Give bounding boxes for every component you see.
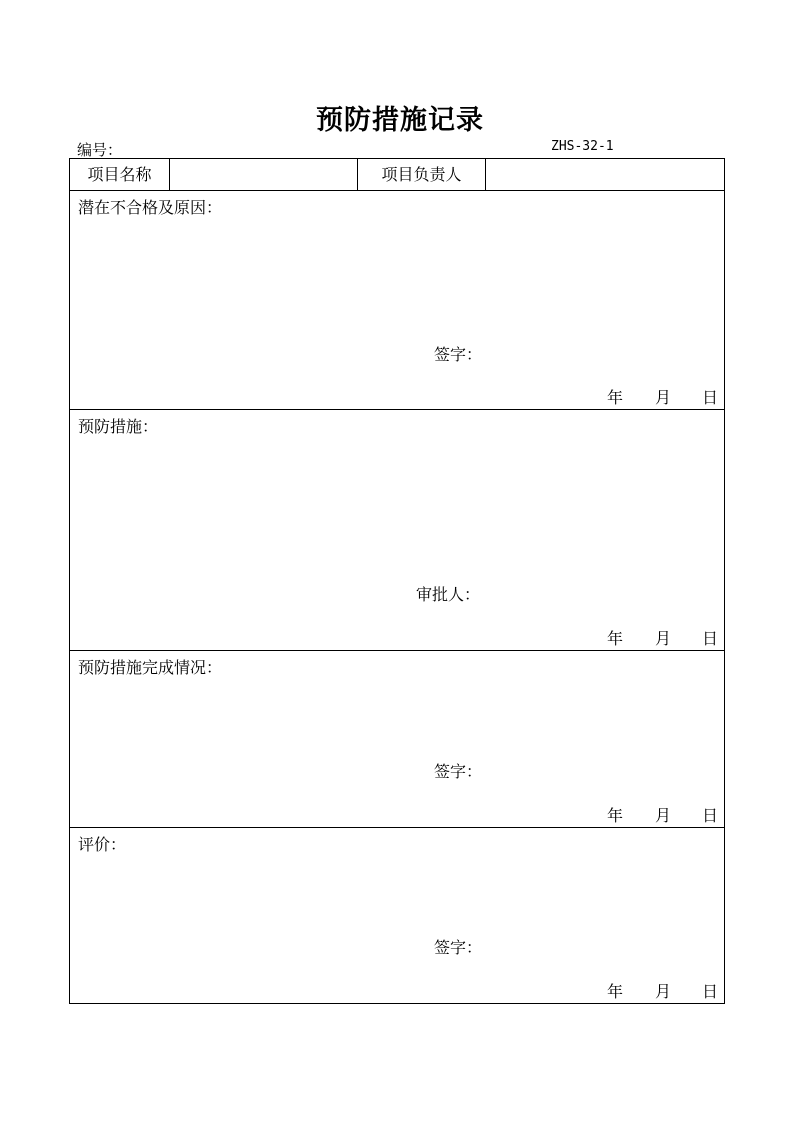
signature-label: 签字： <box>434 345 483 364</box>
date-year-label: 年 <box>607 806 624 825</box>
section-completion-status[interactable] <box>70 651 724 828</box>
project-info-row <box>70 159 724 191</box>
date-line <box>70 979 724 1001</box>
signature-label: 签字： <box>434 938 483 957</box>
date-month-label: 月 <box>655 388 672 407</box>
section-label: 预防措施完成情况： <box>78 658 223 677</box>
section-label: 预防措施： <box>78 417 159 436</box>
date-month-label: 月 <box>655 982 672 1001</box>
date-day-label: 日 <box>702 629 719 648</box>
approver-label: 审批人： <box>416 585 481 604</box>
date-line <box>70 803 724 825</box>
project-lead-field[interactable] <box>486 159 724 190</box>
section-label: 评价： <box>78 835 127 854</box>
record-form-table <box>69 158 725 1004</box>
section-potential-nonconformity[interactable] <box>70 191 724 410</box>
project-name-field[interactable] <box>170 159 358 190</box>
date-year-label: 年 <box>607 982 624 1001</box>
date-month-label: 月 <box>655 629 672 648</box>
document-title: 预防措施记录 <box>316 105 484 136</box>
date-day-label: 日 <box>702 388 719 407</box>
document-code: ZHS-32-1 <box>551 139 614 154</box>
date-day-label: 日 <box>702 806 719 825</box>
date-line <box>70 385 724 407</box>
section-label: 潜在不合格及原因： <box>78 198 223 217</box>
section-evaluation[interactable] <box>70 828 724 1003</box>
section-preventive-measures[interactable] <box>70 410 724 651</box>
date-day-label: 日 <box>702 982 719 1001</box>
date-month-label: 月 <box>655 806 672 825</box>
date-line <box>70 626 724 648</box>
signature-label: 签字： <box>434 762 483 781</box>
project-lead-label: 项目负责人 <box>358 159 486 190</box>
document-number-label: 编号： <box>77 141 123 159</box>
date-year-label: 年 <box>607 629 624 648</box>
date-year-label: 年 <box>607 388 624 407</box>
project-name-label: 项目名称 <box>70 159 170 190</box>
